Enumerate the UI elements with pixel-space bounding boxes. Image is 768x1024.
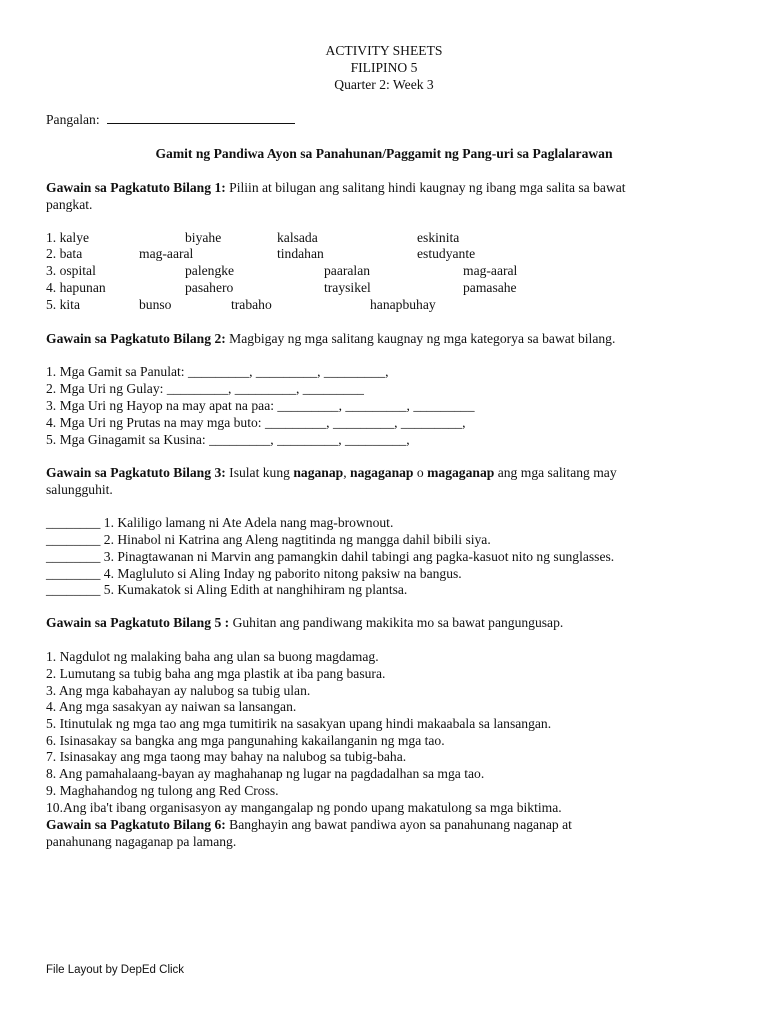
g3-item[interactable]: ________ 3. Pinagtawanan ni Marvin ang pamangkin dahil tabingi ang pagka-kasuot nito ng sunglasses. — [46, 549, 615, 564]
g1-word[interactable]: biyahe — [185, 230, 222, 245]
g1-word[interactable]: paaralan — [324, 263, 371, 278]
g1-word[interactable]: pasahero — [185, 280, 234, 295]
g2-item[interactable]: 1. Mga Gamit sa Panulat: _________, _________, _________, — [46, 364, 389, 379]
g1-word[interactable]: palengke — [185, 263, 235, 278]
g3-instruction-text-end: ang mga salitang may — [494, 465, 617, 480]
g3-magaganap: magaganap — [427, 465, 495, 480]
g3-instruction — [46, 465, 617, 481]
g5-instruction — [46, 615, 563, 631]
g3-item[interactable]: ________ 5. Kumakatok si Aling Edith at nanghihiram ng plantsa. — [46, 582, 408, 597]
g3-item[interactable]: ________ 4. Magluluto si Aling Inday ng paborito nitong paksiw na bangus. — [46, 566, 462, 581]
g3-instruction-cont: salungguhit. — [46, 482, 113, 497]
g5-item[interactable]: 3. Ang mga kabahayan ay nalubog sa tubig ulan. — [46, 683, 311, 698]
g5-item[interactable]: 4. Ang mga sasakyan ay naiwan sa lansangan. — [46, 699, 297, 714]
g5-title: Gawain sa Pagkatuto Bilang 5 : — [46, 615, 230, 630]
g6-instruction-text: Banghayin ang bawat pandiwa ayon sa panahunang naganap at — [225, 817, 572, 832]
g3-or: o — [413, 465, 428, 480]
g3-comma: , — [343, 465, 351, 480]
g2-instruction — [46, 331, 615, 347]
g1-instruction — [46, 180, 626, 196]
g6-instruction-cont: panahunang nagaganap pa lamang. — [46, 834, 237, 849]
g5-instruction-text: Guhitan ang pandiwang makikita mo sa bawat pangungusap. — [229, 615, 564, 630]
g6-instruction — [46, 817, 572, 833]
g1-word[interactable]: pamasahe — [463, 280, 517, 295]
g1-word[interactable]: hanapbuhay — [370, 297, 436, 312]
g1-word[interactable]: eskinita — [417, 230, 460, 245]
g3-item[interactable]: ________ 1. Kaliligo lamang ni Ate Adela nang mag-brownout. — [46, 515, 394, 530]
g5-item[interactable]: 8. Ang pamahalaang-bayan ay maghahanap ng lugar na pagdadalhan sa mga tao. — [46, 766, 485, 781]
g1-word[interactable]: kalsada — [277, 230, 318, 245]
topic-heading: Gamit ng Pandiwa Ayon sa Panahunan/Paggamit ng Pang-uri sa Paglalarawan — [155, 146, 613, 161]
sheet-quarter: Quarter 2: Week 3 — [334, 77, 434, 92]
g2-item[interactable]: 3. Mga Uri ng Hayop na may apat na paa: _________, _________, _________ — [46, 398, 475, 413]
g1-word[interactable]: bunso — [139, 297, 172, 312]
g2-item[interactable]: 5. Mga Ginagamit sa Kusina: _________, _________, _________, — [46, 432, 410, 447]
g2-item[interactable]: 2. Mga Uri ng Gulay: _________, _________, _________ — [46, 381, 364, 396]
g3-nagaganap: nagaganap — [350, 465, 414, 480]
g1-word[interactable]: trabaho — [231, 297, 272, 312]
g3-instruction-text: Isulat kung — [225, 465, 294, 480]
g2-item[interactable]: 4. Mga Uri ng Prutas na may mga buto: _________, _________, _________, — [46, 415, 466, 430]
name-row — [46, 111, 295, 128]
g1-word[interactable]: mag-aaral — [139, 246, 194, 261]
g5-item[interactable]: 9. Maghahandog ng tulong ang Red Cross. — [46, 783, 279, 798]
g3-item[interactable]: ________ 2. Hinabol ni Katrina ang Aleng nagtitinda ng mangga dahil bibili siya. — [46, 532, 491, 547]
name-label: Pangalan: — [46, 112, 100, 127]
g1-word[interactable]: 5. kita — [46, 297, 80, 312]
g5-item[interactable]: 2. Lumutang sa tubig baha ang mga plastik at iba pang basura. — [46, 666, 386, 681]
g1-word[interactable]: traysikel — [324, 280, 371, 295]
g1-word[interactable]: estudyante — [417, 246, 476, 261]
g1-title: Gawain sa Pagkatuto Bilang 1: — [46, 180, 226, 195]
g1-word[interactable]: 2. bata — [46, 246, 83, 261]
g2-instruction-text: Magbigay ng mga salitang kaugnay ng mga kategorya sa bawat bilang. — [225, 331, 616, 346]
g1-word[interactable]: 1. kalye — [46, 230, 90, 245]
sheet-title: ACTIVITY SHEETS — [325, 43, 443, 58]
sheet-subject: FILIPINO 5 — [350, 60, 418, 75]
g1-word[interactable]: tindahan — [277, 246, 324, 261]
g5-item[interactable]: 1. Nagdulot ng malaking baha ang ulan sa buong magdamag. — [46, 649, 379, 664]
name-blank[interactable] — [107, 111, 295, 124]
g3-naganap: naganap — [293, 465, 344, 480]
g3-title: Gawain sa Pagkatuto Bilang 3: — [46, 465, 226, 480]
g5-item[interactable]: 5. Itinutulak ng mga tao ang mga tumitirik na sasakyan upang hindi makaabala sa lansangan. — [46, 716, 552, 731]
g6-title: Gawain sa Pagkatuto Bilang 6: — [46, 817, 226, 832]
g1-word[interactable]: 4. hapunan — [46, 280, 106, 295]
g1-word[interactable]: 3. ospital — [46, 263, 96, 278]
g5-item[interactable]: 10.Ang iba't ibang organisasyon ay mangangalap ng pondo upang makatulong sa mga biktima. — [46, 800, 562, 815]
g2-title: Gawain sa Pagkatuto Bilang 2: — [46, 331, 226, 346]
g5-item[interactable]: 7. Isinasakay ang mga taong may bahay na nalubog sa tubig-baha. — [46, 749, 407, 764]
g1-word[interactable]: mag-aaral — [463, 263, 518, 278]
g1-instruction-text: Piliin at bilugan ang salitang hindi kaugnay ng ibang mga salita sa bawat — [225, 180, 626, 195]
g1-instruction-cont: pangkat. — [46, 197, 93, 212]
footer-credit: File Layout by DepEd Click — [46, 964, 185, 976]
g5-item[interactable]: 6. Isinasakay sa bangka ang mga pangunahing kakailanganin ng mga tao. — [46, 733, 445, 748]
